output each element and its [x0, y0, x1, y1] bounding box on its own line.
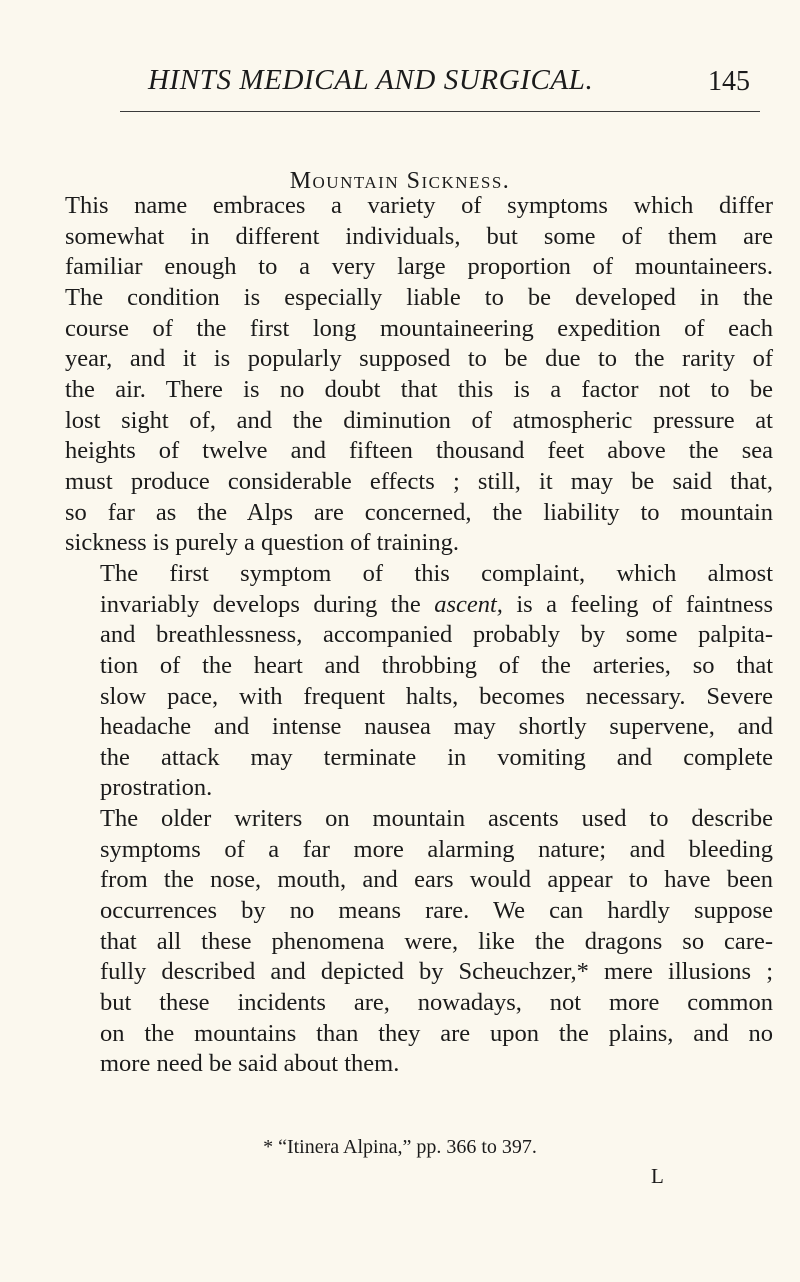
text-line: that all these phenomena were, like the dragons so care- — [100, 927, 773, 955]
paragraph-2 — [65, 559, 773, 804]
text-line: occurrences by no means rare. We can hardly suppose — [100, 897, 773, 925]
text-line: prostration. — [100, 774, 213, 802]
text-line: fully described and depicted by Scheuchzer,* mere illusions ; — [100, 958, 773, 986]
text-line: symptoms of a far more alarming nature; and bleeding — [100, 835, 773, 863]
text-line: tion of the heart and throbbing of the arteries, so that — [100, 651, 773, 679]
text-line: The condition is especially liable to be developed in the — [65, 283, 773, 311]
text-fragment: is a feeling of faintness — [502, 590, 773, 618]
page-number: 145 — [708, 66, 750, 97]
text-line-with-italic — [65, 590, 773, 621]
text-line: year, and it is popularly supposed to be due to the rarity of — [65, 345, 773, 373]
text-line: somewhat in different individuals, but some of them are — [65, 222, 773, 250]
text-line: from the nose, mouth, and ears would appear to have been — [100, 866, 773, 894]
text-line: headache and intense nausea may shortly supervene, and — [100, 713, 773, 741]
text-line: the attack may terminate in vomiting and complete — [100, 743, 773, 771]
signature-mark: L — [651, 1164, 664, 1188]
running-head — [120, 64, 770, 112]
running-title: HINTS MEDICAL AND SURGICAL. — [148, 64, 594, 96]
text-line: heights of twelve and fifteen thousand feet above the sea — [65, 437, 773, 465]
text-line: The older writers on mountain ascents used to describe — [100, 805, 773, 833]
text-line: on the mountains than they are upon the plains, and no — [100, 1019, 773, 1047]
text-line: so far as the Alps are concerned, the liability to mountain — [65, 498, 773, 526]
text-line: This name embraces a variety of symptoms which differ — [65, 192, 773, 219]
italic-word: ascent, — [434, 590, 503, 618]
text-line: the air. There is no doubt that this is a factor not to be — [65, 375, 773, 403]
text-line: sickness is purely a question of training. — [65, 529, 459, 557]
paragraph-1 — [65, 191, 773, 559]
text-line: course of the first long mountaineering expedition of each — [65, 314, 773, 342]
text-line: more need be said about them. — [100, 1050, 400, 1078]
text-line: must produce considerable effects ; still, it may be said that, — [65, 467, 773, 495]
text-line: and breathlessness, accompanied probably by some palpita- — [100, 621, 773, 649]
footnote: * “Itinera Alpina,” pp. 366 to 397. — [263, 1136, 537, 1158]
text-line: but these incidents are, nowadays, not more common — [100, 989, 773, 1017]
text-line: The first symptom of this complaint, which almost — [100, 559, 773, 587]
body-text — [65, 191, 773, 1080]
text-line: lost sight of, and the diminution of atmospheric pressure at — [65, 406, 773, 434]
text-line: familiar enough to a very large proportion of mountaineers. — [65, 253, 773, 281]
header-rule — [120, 111, 760, 112]
text-line: slow pace, with frequent halts, becomes necessary. Severe — [100, 682, 773, 710]
section-heading: Mountain Sickness. — [289, 168, 511, 194]
text-fragment: invariably develops during the — [100, 590, 435, 618]
paragraph-3 — [65, 804, 773, 1080]
